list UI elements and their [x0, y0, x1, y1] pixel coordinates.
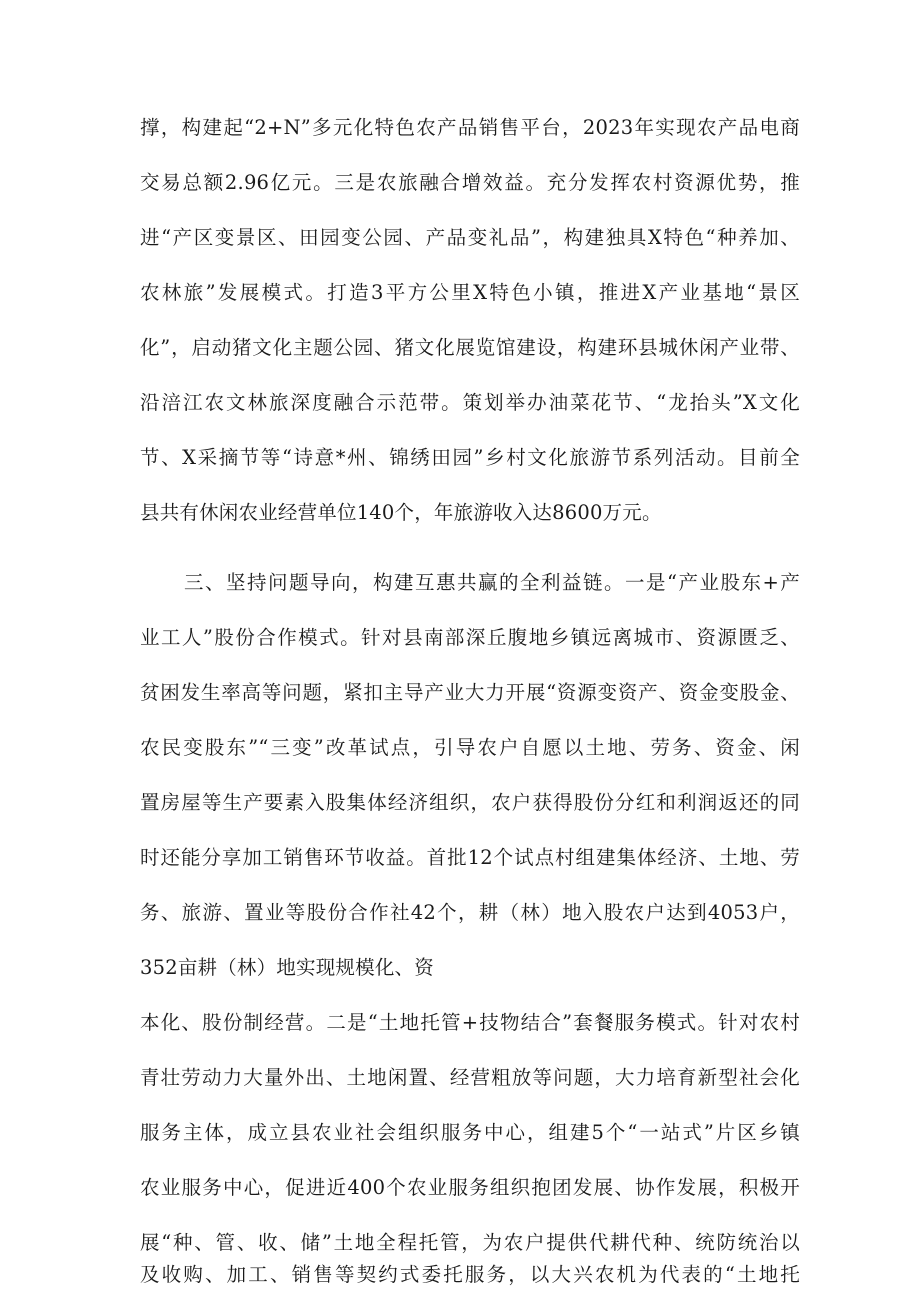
paragraph-3-line-4: 农业服务中心，促进近400个农业服务组织抱团发展、协作发展，积极开: [140, 1176, 800, 1199]
paragraph-2-line-5: 置房屋等生产要素入股集体经济组织，农户获得股份分红和利润返还的同: [140, 791, 800, 814]
paragraph-3-line-3: 服务主体，成立县农业社会组织服务中心，组建5个“一站式”片区乡镇: [140, 1121, 800, 1144]
paragraph-2-line-1: 三、坚持问题导向，构建互惠共赢的全利益链。一是“产业股东+产: [184, 571, 800, 594]
paragraph-2-line-4: 农民变股东”“三变”改革试点，引导农户自愿以土地、劳务、资金、闲: [140, 736, 800, 759]
paragraph-2-line-7: 务、旅游、置业等股份合作社42个，耕（林）地入股农户达到4053户，: [140, 901, 800, 924]
paragraph-1-line-3: 进“产区变景区、田园变公园、产品变礼品”，构建独具X特色“种养加、: [140, 226, 800, 249]
paragraph-1-line-6: 沿涪江农文林旅深度融合示范带。策划举办油菜花节、“龙抬头”X文化: [140, 391, 800, 414]
paragraph-1-line-2: 交易总额2.96亿元。三是农旅融合增效益。充分发挥农村资源优势，推: [140, 171, 800, 194]
paragraph-1-line-4: 农林旅”发展模式。打造3平方公里X特色小镇，推进X产业基地“景区: [140, 281, 800, 304]
paragraph-2-line-2: 业工人”股份合作模式。针对县南部深丘腹地乡镇远离城市、资源匮乏、: [140, 626, 800, 649]
paragraph-3-line-2: 青壮劳动力大量外出、土地闲置、经营粗放等问题，大力培育新型社会化: [140, 1066, 800, 1089]
paragraph-3-line-6: 及收购、加工、销售等契约式委托服务，以大兴农机为代表的“土地托: [140, 1263, 800, 1286]
paragraph-3-line-1: 本化、股份制经营。二是“土地托管+技物结合”套餐服务模式。针对农村: [140, 1011, 800, 1034]
paragraph-2-line-6: 时还能分享加工销售环节收益。首批12个试点村组建集体经济、土地、劳: [140, 846, 800, 869]
paragraph-2-line-3: 贫困发生率高等问题，紧扣主导产业大力开展“资源变资产、资金变股金、: [140, 681, 800, 704]
paragraph-1-line-5: 化”，启动猪文化主题公园、猪文化展览馆建设，构建环县城休闲产业带、: [140, 336, 800, 359]
paragraph-3-line-5: 展“种、管、收、储”土地全程托管，为农户提供代耕代种、统防统治以: [140, 1231, 800, 1254]
paragraph-1-line-1: 撑，构建起“2+N”多元化特色农产品销售平台，2023年实现农产品电商: [140, 116, 800, 139]
paragraph-1-line-7: 节、X采摘节等“诗意*州、锦绣田园”乡村文化旅游节系列活动。目前全: [140, 446, 800, 469]
paragraph-1-line-8: 县共有休闲农业经营单位140个，年旅游收入达8600万元。: [140, 501, 662, 524]
paragraph-2-line-8: 352亩耕（林）地实现规模化、资: [140, 956, 434, 979]
